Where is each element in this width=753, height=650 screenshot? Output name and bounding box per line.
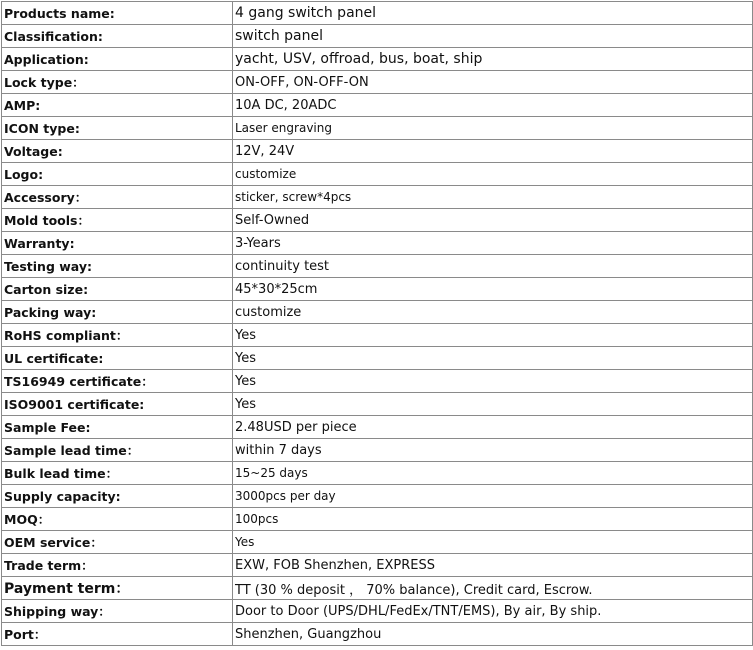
table-row [2, 531, 753, 554]
row-value: 45*30*25cm [233, 278, 753, 301]
row-value: 4 gang switch panel [233, 2, 753, 25]
row-value: yacht, USV, offroad, bus, boat, ship [233, 48, 753, 71]
row-value: Yes [233, 531, 753, 554]
row-label: Accessory： [2, 186, 233, 209]
table-row [2, 600, 753, 623]
table-row [2, 439, 753, 462]
row-value: Yes [233, 347, 753, 370]
table-row [2, 255, 753, 278]
table-row [2, 117, 753, 140]
table-row [2, 2, 753, 25]
row-label: Mold tools： [2, 209, 233, 232]
row-label: OEM service： [2, 531, 233, 554]
table-row [2, 393, 753, 416]
table-row [2, 508, 753, 531]
row-value: customize [233, 301, 753, 324]
table-row [2, 462, 753, 485]
row-value: 3-Years [233, 232, 753, 255]
row-label: Port： [2, 623, 233, 646]
table-row [2, 140, 753, 163]
row-value: Door to Door (UPS/DHL/FedEx/TNT/EMS), By air, By ship. [233, 600, 753, 623]
row-value: 3000pcs per day [233, 485, 753, 508]
table-row [2, 554, 753, 577]
table-row [2, 209, 753, 232]
row-value: continuity test [233, 255, 753, 278]
row-label: Application: [2, 48, 233, 71]
row-label: AMP: [2, 94, 233, 117]
row-value: within 7 days [233, 439, 753, 462]
table-row [2, 94, 753, 117]
row-label: RoHS compliant： [2, 324, 233, 347]
table-row [2, 623, 753, 646]
row-value: 12V, 24V [233, 140, 753, 163]
row-value: Laser engraving [233, 117, 753, 140]
row-label: Lock type： [2, 71, 233, 94]
row-value: EXW, FOB Shenzhen, EXPRESS [233, 554, 753, 577]
table-row [2, 347, 753, 370]
table-row [2, 370, 753, 393]
row-label: Sample Fee: [2, 416, 233, 439]
table-row [2, 416, 753, 439]
table-row [2, 577, 753, 600]
row-label: Carton size: [2, 278, 233, 301]
row-label: Shipping way： [2, 600, 233, 623]
row-label: TS16949 certificate： [2, 370, 233, 393]
row-label: UL certificate: [2, 347, 233, 370]
row-value: ON-OFF, ON-OFF-ON [233, 71, 753, 94]
table-row [2, 485, 753, 508]
row-value: Self-Owned [233, 209, 753, 232]
row-label: Voltage: [2, 140, 233, 163]
row-label: ISO9001 certificate: [2, 393, 233, 416]
row-label: MOQ： [2, 508, 233, 531]
row-label: Payment term： [2, 577, 233, 600]
row-value: Yes [233, 324, 753, 347]
row-value: Yes [233, 393, 753, 416]
table-row [2, 301, 753, 324]
table-row [2, 163, 753, 186]
row-value: Yes [233, 370, 753, 393]
table-row [2, 324, 753, 347]
row-label: Bulk lead time： [2, 462, 233, 485]
row-value: switch panel [233, 25, 753, 48]
row-label: Sample lead time： [2, 439, 233, 462]
row-value: Shenzhen, Guangzhou [233, 623, 753, 646]
row-value: customize [233, 163, 753, 186]
table-row [2, 48, 753, 71]
row-label: Logo: [2, 163, 233, 186]
row-label: Trade term： [2, 554, 233, 577]
row-value: 15~25 days [233, 462, 753, 485]
table-row [2, 71, 753, 94]
row-label: Supply capacity: [2, 485, 233, 508]
table-row [2, 25, 753, 48]
table-row [2, 232, 753, 255]
row-value: 100pcs [233, 508, 753, 531]
row-label: Packing way: [2, 301, 233, 324]
row-label: ICON type: [2, 117, 233, 140]
row-label: Classification: [2, 25, 233, 48]
row-label: Testing way: [2, 255, 233, 278]
row-label: Products name: [2, 2, 233, 25]
row-label: Warranty: [2, 232, 233, 255]
row-value: 10A DC, 20ADC [233, 94, 753, 117]
row-value: sticker, screw*4pcs [233, 186, 753, 209]
product-spec-table [1, 1, 753, 646]
table-row [2, 186, 753, 209]
table-row [2, 278, 753, 301]
row-value: TT (30 % deposit ， 70% balance), Credit card, Escrow. [233, 577, 753, 600]
row-value: 2.48USD per piece [233, 416, 753, 439]
